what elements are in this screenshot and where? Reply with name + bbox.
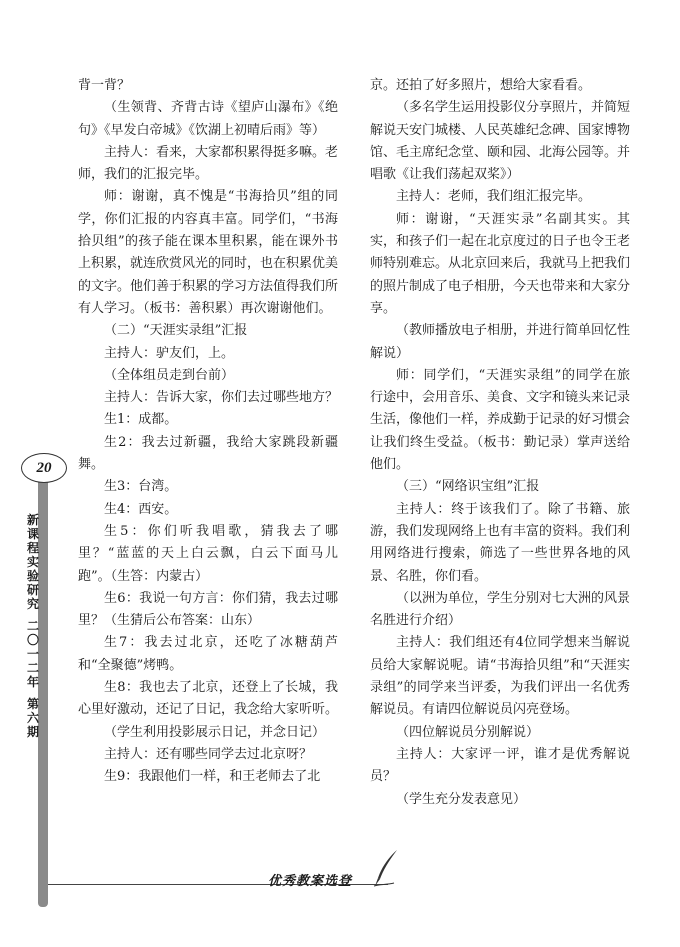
paragraph: 生8：我也去了北京，还登上了长城，我心里好激动，还记了日记，我念给大家听听。	[78, 680, 339, 718]
paragraph: （以洲为单位，学生分别对七大洲的风景名胜进行介绍）	[370, 590, 631, 629]
journal-char: 期	[26, 725, 39, 739]
page-number: 20	[21, 453, 67, 483]
paragraph: 京。还拍了好多照片，想给大家看看。	[370, 78, 592, 93]
paragraph: 生1：成都。	[104, 412, 178, 428]
journal-char: 课	[26, 527, 39, 541]
journal-info	[24, 513, 42, 739]
paragraph: （学生充分发表意见）	[396, 791, 527, 807]
paragraph: （二）“天涯实录组”汇报	[104, 323, 248, 339]
paragraph: 主持人：终于该我们了。除了书籍、旅游，我们发现网络上也有丰富的资料。我们利用网络进行搜索，筛选了一些世界各地的风景、名胜，你们看。	[370, 501, 631, 584]
journal-char: 验	[26, 569, 39, 583]
paragraph: （多名学生运用投影仪分享照片，并简短解说天安门城楼、人民英雄纪念碑、国家博物馆、毛主席纪念堂、颐和园、北海公园等。并唱歌《让我们荡起双桨》）	[370, 100, 631, 183]
paragraph: 生5：你们听我唱歌，猜我去了哪里？“蓝蓝的天上白云飘，白云下面马儿跑”。（生答：内蒙古）	[78, 523, 338, 584]
journal-char: 实	[26, 555, 39, 569]
journal-char: 第	[26, 697, 39, 711]
paragraph: 主持人：看来，大家都积累得挺多嘛。老师，我们的汇报完毕。	[78, 144, 339, 183]
paragraph: 生6：我说一句方言：你们猜，我去过哪里？（生猜后公布答案：山东）	[78, 590, 338, 629]
journal-char: 二	[26, 661, 39, 675]
paragraph: （四位解说员分别解说）	[396, 724, 540, 740]
paragraph: （全体组员走到台前）	[104, 367, 235, 383]
paragraph: （学生利用投影展示日记，并念日记）	[104, 724, 326, 740]
journal-char: 〇	[26, 633, 39, 647]
paragraph: （三）“网络识宝组”汇报	[396, 479, 540, 495]
journal-sidebar	[20, 453, 50, 920]
paragraph: 生4：西安。	[104, 501, 178, 517]
journal-char	[24, 689, 42, 697]
journal-char: 新	[26, 513, 39, 527]
journal-char: 究	[26, 597, 39, 611]
paragraph: 生3：台湾。	[104, 479, 178, 495]
paragraph: 生9：我跟他们一样，和王老师去了北	[104, 769, 321, 785]
journal-char: 研	[26, 583, 39, 597]
paragraph: 师：同学们，“天涯实录组”的同学在旅行途中，会用音乐、美食、文字和镜头来记录生活，像他们一样，养成勤于记录的好习惯会让我们终生受益。（板书：勤记录）掌声送给他们。	[370, 367, 631, 473]
right-column	[370, 75, 630, 811]
paragraph: 主持人：驴友们，上。	[104, 345, 235, 361]
paragraph: 师：谢谢，“天涯实录”名副其实。其实，和孩子们一起在北京度过的日子也令王老师特别难忘。从北京回来后，我就马上把我们的照片制成了电子相册，今天也带来和大家分享。	[370, 211, 631, 316]
quill-pen-icon	[372, 848, 400, 888]
paragraph: （教师播放电子相册，并进行简单回忆性解说）	[370, 323, 631, 361]
paragraph: 主持人：告诉大家，你们去过哪些地方？	[104, 390, 339, 406]
paragraph: 背一背？	[78, 78, 131, 93]
paragraph: 主持人：还有哪些同学去过北京呀？	[104, 746, 313, 762]
journal-char	[24, 611, 42, 619]
paragraph: 主持人：老师，我们组汇报完毕。	[396, 189, 592, 205]
journal-char: 程	[26, 541, 39, 555]
paragraph: （生领背、齐背古诗《望庐山瀑布》《绝句》《早发白帝城》《饮湖上初晴后雨》等）	[78, 100, 338, 138]
footer-section-label: 优秀教案选登	[268, 874, 353, 889]
left-column	[78, 75, 338, 789]
journal-char: 一	[26, 647, 39, 661]
paragraph: 生2：我去过新疆，我给大家跳段新疆舞。	[78, 434, 338, 473]
journal-char: 二	[26, 619, 39, 633]
journal-char: 六	[26, 711, 39, 725]
paragraph: 主持人：我们组还有4位同学想来当解说员给大家解说呢。请“书海拾贝组”和“天涯实录组”的同学来当评委，为我们评出一名优秀解说员。有请四位解说员闪亮登场。	[370, 635, 630, 718]
journal-char: 年	[26, 675, 39, 689]
paragraph: 生7：我去过北京，还吃了冰糖葫芦和“全聚德”烤鸭。	[78, 635, 338, 673]
paragraph: 师：谢谢，真不愧是“书海拾贝”组的同学，你们汇报的内容真丰富。同学们，“书海拾贝组”的孩子能在课本里积累，能在课外书上积累，就连欣赏风光的同时，也在积累优美的文字。他们善于积累的学习方法值得我们所有人学习。（板书：善积累）再次谢谢他们。	[78, 189, 339, 316]
paragraph: 主持人：大家评一评，谁才是优秀解说员？	[370, 746, 630, 785]
